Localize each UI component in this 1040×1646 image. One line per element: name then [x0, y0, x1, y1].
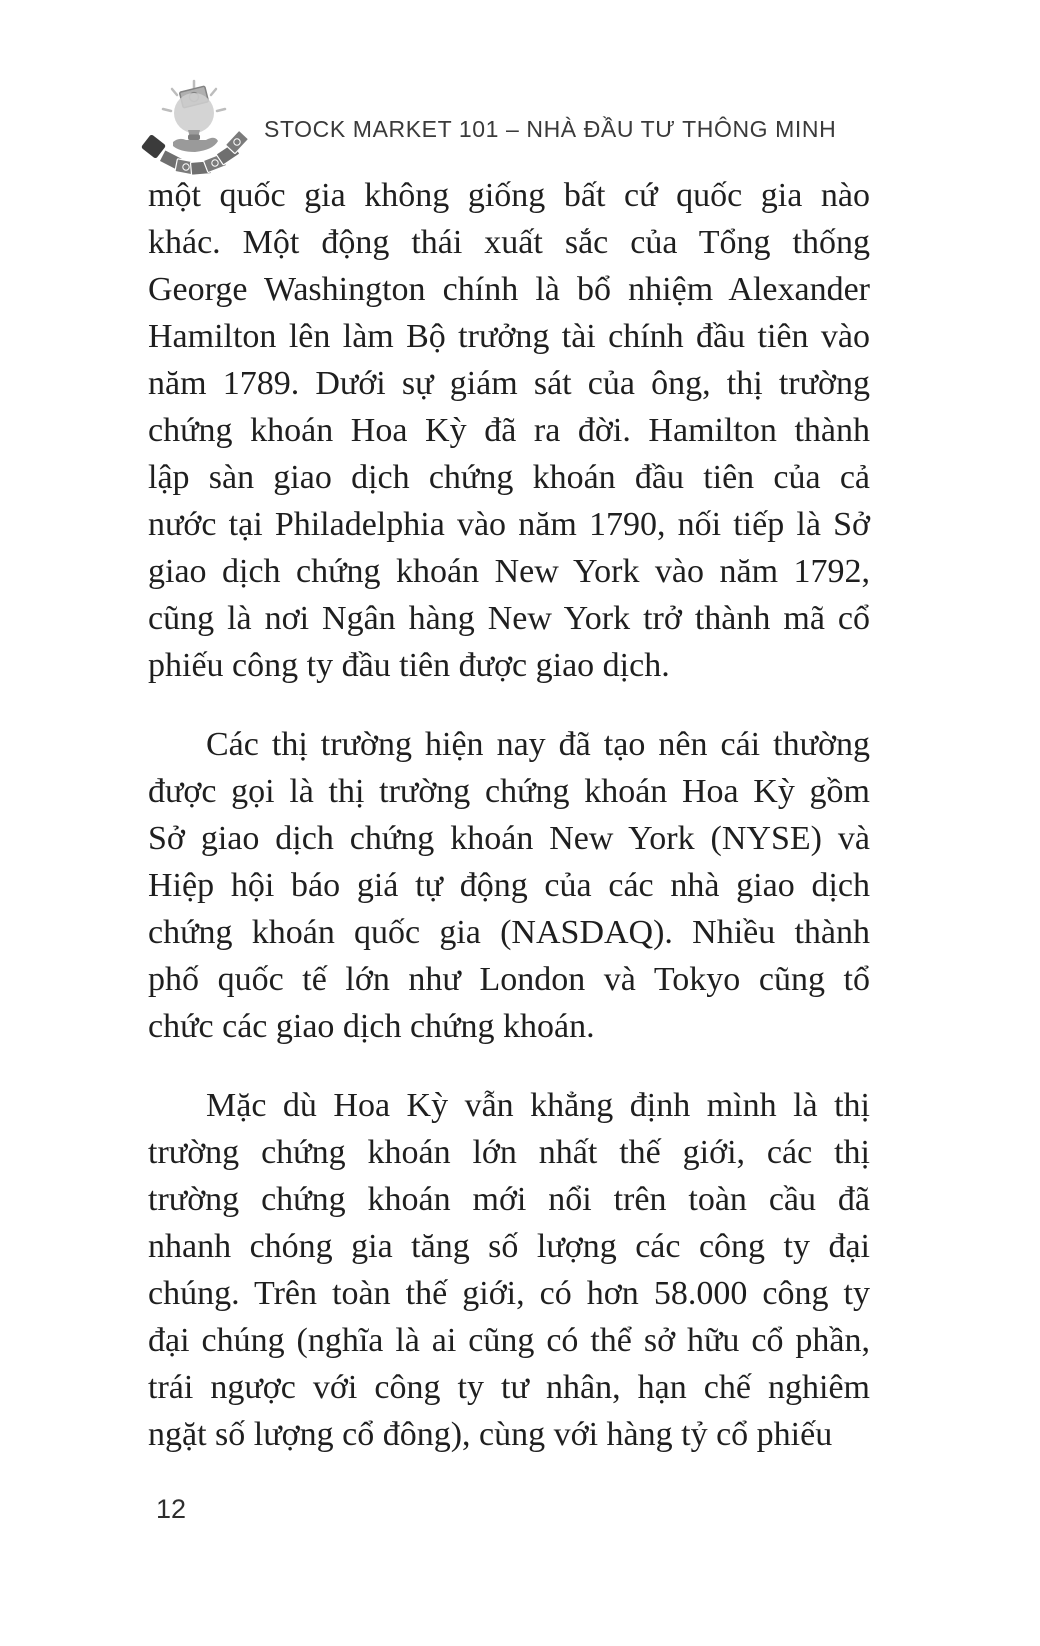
- text-line: Sở giao dịch chứng khoán New York (NYSE) và: [148, 820, 870, 857]
- text-line: giao dịch chứng khoán New York vào năm 1792,: [148, 553, 870, 590]
- page-number: 12: [156, 1494, 187, 1524]
- text-line: chức các giao dịch chứng khoán.: [148, 1008, 595, 1045]
- text-line: ngặt số lượng cổ đông), cùng với hàng tỷ cổ phiếu: [148, 1416, 833, 1453]
- text-block: [148, 172, 870, 1458]
- text-line: Hamilton lên làm Bộ trưởng tài chính đầu tiên vào: [148, 318, 870, 355]
- text-line: lập sàn giao dịch chứng khoán đầu tiên của cả: [148, 459, 870, 496]
- text-line: chứng khoán Hoa Kỳ đã ra đời. Hamilton thành: [148, 412, 870, 449]
- text-line: một quốc gia không giống bất cứ quốc gia nào: [148, 177, 870, 214]
- lightbulb-hand-money-icon: [138, 75, 250, 179]
- text-line: năm 1789. Dưới sự giám sát của ông, thị trường: [148, 365, 870, 402]
- text-line: chúng. Trên toàn thế giới, có hơn 58.000 công ty: [148, 1275, 870, 1312]
- text-line: đại chúng (nghĩa là ai cũng có thể sở hữu cổ phần,: [148, 1322, 870, 1359]
- text-line: trái ngược với công ty tư nhân, hạn chế nghiêm: [148, 1369, 870, 1406]
- text-line: nước tại Philadelphia vào năm 1790, nối tiếp là Sở: [148, 506, 870, 543]
- text-line: Mặc dù Hoa Kỳ vẫn khẳng định mình là thị: [206, 1087, 870, 1124]
- text-line: được gọi là thị trường chứng khoán Hoa Kỳ gồm: [148, 773, 870, 810]
- page-header: [138, 72, 836, 182]
- text-line: phiếu công ty đầu tiên được giao dịch.: [148, 647, 670, 684]
- text-line: khác. Một động thái xuất sắc của Tổng thống: [148, 224, 870, 261]
- text-line: Hiệp hội báo giá tự động của các nhà giao dịch: [148, 867, 870, 904]
- running-header-title: STOCK MARKET 101 – NHÀ ĐẦU TƯ THÔNG MINH: [264, 115, 837, 142]
- text-line: phố quốc tế lớn như London và Tokyo cũng tổ: [148, 961, 870, 998]
- text-line: trường chứng khoán lớn nhất thế giới, các thị: [148, 1134, 870, 1171]
- text-line: trường chứng khoán mới nổi trên toàn cầu đã: [148, 1181, 870, 1218]
- paragraph: [148, 721, 870, 1050]
- paragraph: [148, 1082, 870, 1458]
- paragraph: [148, 172, 870, 689]
- text-line: cũng là nơi Ngân hàng New York trở thành mã cổ: [148, 600, 870, 637]
- text-line: Các thị trường hiện nay đã tạo nên cái thường: [206, 726, 870, 763]
- text-line: George Washington chính là bổ nhiệm Alexander: [148, 271, 870, 308]
- text-line: nhanh chóng gia tăng số lượng các công ty đại: [148, 1228, 870, 1265]
- text-line: chứng khoán quốc gia (NASDAQ). Nhiều thành: [148, 914, 870, 951]
